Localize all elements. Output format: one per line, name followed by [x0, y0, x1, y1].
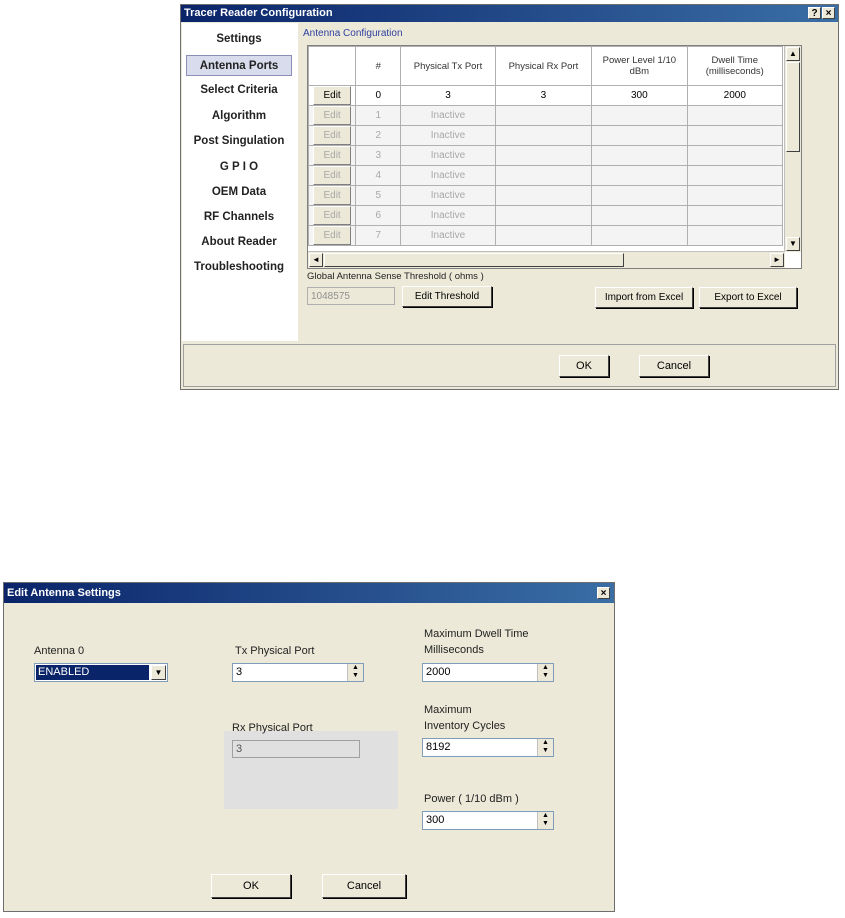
row-number: 5 [356, 186, 401, 206]
row-rx [495, 166, 591, 186]
row-tx: Inactive [401, 166, 495, 186]
dwell-time-stepper[interactable] [422, 663, 554, 682]
row-dwell: 2000 [687, 86, 782, 106]
power-label: Power ( 1/10 dBm ) [424, 793, 519, 805]
table-row[interactable] [309, 226, 783, 246]
config-window [180, 4, 839, 390]
scroll-up-icon[interactable]: ▲ [786, 47, 800, 61]
row-edit-button[interactable]: Edit [313, 86, 351, 105]
row-number: 6 [356, 206, 401, 226]
row-edit-button[interactable]: Edit [313, 126, 351, 145]
close-icon[interactable]: × [597, 587, 610, 599]
spinner-icon[interactable]: ▲ ▼ [347, 664, 363, 681]
nav-rf-channels[interactable]: RF Channels [203, 211, 275, 223]
help-icon[interactable]: ? [808, 7, 821, 19]
export-excel-button[interactable]: Export to Excel [699, 287, 797, 308]
edit-cell [309, 206, 356, 226]
edit-ok-button[interactable]: OK [211, 874, 291, 898]
power-stepper[interactable] [422, 811, 554, 830]
edit-cell [309, 166, 356, 186]
config-cancel-button[interactable]: Cancel [639, 355, 709, 377]
row-number: 0 [356, 86, 401, 106]
row-tx: Inactive [401, 226, 495, 246]
table-row[interactable] [309, 126, 783, 146]
row-power [592, 106, 687, 126]
scroll-thumb[interactable] [786, 62, 800, 152]
row-rx [495, 186, 591, 206]
row-tx: Inactive [401, 206, 495, 226]
row-dwell [687, 186, 782, 206]
row-number: 3 [356, 146, 401, 166]
inventory-cycles-value: 8192 [426, 741, 451, 753]
antenna-table [308, 46, 783, 246]
antenna-dropdown[interactable] [34, 663, 168, 682]
row-tx: Inactive [401, 106, 495, 126]
nav-algorithm[interactable]: Algorithm [211, 110, 267, 122]
antenna-grid [307, 45, 802, 269]
row-edit-button[interactable]: Edit [313, 166, 351, 185]
row-number: 4 [356, 166, 401, 186]
edit-titlebar [4, 583, 614, 603]
tx-port-value: 3 [236, 666, 243, 678]
config-footer [183, 344, 836, 387]
spinner-icon[interactable]: ▲ ▼ [537, 664, 553, 681]
table-header [309, 47, 783, 86]
header-cell: # [356, 47, 401, 86]
row-power [592, 186, 687, 206]
chevron-down-icon[interactable]: ▼ [151, 665, 166, 680]
row-tx: Inactive [401, 186, 495, 206]
inventory-cycles-stepper[interactable] [422, 738, 554, 757]
row-power: 300 [592, 86, 687, 106]
row-dwell [687, 226, 782, 246]
row-power [592, 226, 687, 246]
table-row[interactable] [309, 166, 783, 186]
nav-gpio[interactable]: G P I O [219, 161, 259, 173]
row-rx [495, 206, 591, 226]
header-cell: Power Level 1/10 dBm [592, 47, 687, 86]
cycles-label-line1: Maximum [424, 704, 472, 716]
dwell-label-line1: Maximum Dwell Time [424, 628, 529, 640]
edit-cell [309, 106, 356, 126]
header-cell [309, 47, 356, 86]
nav-settings[interactable]: Settings [216, 33, 262, 45]
edit-title: Edit Antenna Settings [7, 587, 121, 599]
scroll-down-icon[interactable]: ▼ [786, 237, 800, 251]
row-tx: Inactive [401, 126, 495, 146]
row-rx: 3 [495, 86, 591, 106]
table-row[interactable] [309, 86, 783, 106]
nav-about-reader[interactable]: About Reader [201, 236, 277, 248]
row-edit-button[interactable]: Edit [313, 206, 351, 225]
row-number: 1 [356, 106, 401, 126]
section-title: Antenna Configuration [303, 28, 403, 39]
row-dwell [687, 206, 782, 226]
antenna-selected-value: ENABLED [36, 665, 149, 680]
row-edit-button[interactable]: Edit [313, 186, 351, 205]
nav-select-criteria[interactable]: Select Criteria [200, 84, 278, 96]
table-row[interactable] [309, 206, 783, 226]
row-power [592, 206, 687, 226]
spinner-icon[interactable]: ▲ ▼ [537, 812, 553, 829]
power-value: 300 [426, 814, 445, 826]
row-dwell [687, 166, 782, 186]
row-number: 2 [356, 126, 401, 146]
edit-cell [309, 186, 356, 206]
config-titlebar [181, 5, 838, 22]
row-dwell [687, 146, 782, 166]
tx-port-label: Tx Physical Port [235, 645, 315, 657]
row-rx [495, 126, 591, 146]
header-cell: Dwell Time (milliseconds) [687, 47, 782, 86]
config-title: Tracer Reader Configuration [184, 7, 333, 19]
row-tx: 3 [401, 86, 495, 106]
nav-troubleshooting[interactable]: Troubleshooting [193, 261, 285, 273]
close-icon[interactable]: × [822, 7, 835, 19]
scroll-left-icon[interactable]: ◄ [309, 253, 323, 267]
header-cell: Physical Tx Port [401, 47, 495, 86]
row-number: 7 [356, 226, 401, 246]
row-dwell [687, 126, 782, 146]
row-rx [495, 146, 591, 166]
spinner-icon[interactable]: ▲ ▼ [537, 739, 553, 756]
nav-post-singulation[interactable]: Post Singulation [193, 135, 285, 147]
table-row[interactable] [309, 106, 783, 126]
row-edit-button[interactable]: Edit [313, 146, 351, 165]
rx-port-field: 3 [232, 740, 360, 758]
hscroll-thumb[interactable] [324, 253, 624, 267]
edit-cancel-button[interactable]: Cancel [322, 874, 406, 898]
vertical-scrollbar[interactable] [784, 46, 801, 252]
row-edit-button[interactable]: Edit [313, 106, 351, 125]
edit-cell [309, 126, 356, 146]
config-ok-button[interactable]: OK [559, 355, 609, 377]
row-power [592, 166, 687, 186]
header-cell: Physical Rx Port [495, 47, 591, 86]
edit-cell [309, 146, 356, 166]
row-power [592, 126, 687, 146]
nav-oem-data[interactable]: OEM Data [211, 186, 267, 198]
dwell-label-line2: Milliseconds [424, 644, 484, 656]
edit-cell [309, 86, 356, 106]
table-row[interactable] [309, 186, 783, 206]
rx-port-label: Rx Physical Port [232, 722, 313, 734]
horizontal-scrollbar[interactable] [308, 251, 785, 268]
scroll-right-icon[interactable]: ► [770, 253, 784, 267]
tx-port-stepper[interactable] [232, 663, 364, 682]
nav-antenna-ports[interactable]: Antenna Ports [186, 55, 292, 76]
dwell-time-value: 2000 [426, 666, 451, 678]
table-row[interactable] [309, 146, 783, 166]
edit-cell [309, 226, 356, 246]
edit-antenna-window [3, 582, 615, 912]
row-rx [495, 226, 591, 246]
settings-nav [182, 23, 298, 341]
import-excel-button[interactable]: Import from Excel [595, 287, 693, 308]
row-power [592, 146, 687, 166]
threshold-field: 1048575 [307, 287, 395, 305]
cycles-label-line2: Inventory Cycles [424, 720, 506, 732]
antenna-label: Antenna 0 [34, 645, 85, 657]
row-tx: Inactive [401, 146, 495, 166]
row-dwell [687, 106, 782, 126]
row-rx [495, 106, 591, 126]
threshold-label: Global Antenna Sense Threshold ( ohms ) [307, 271, 484, 282]
row-edit-button[interactable]: Edit [313, 226, 351, 245]
edit-threshold-button[interactable]: Edit Threshold [402, 286, 492, 307]
